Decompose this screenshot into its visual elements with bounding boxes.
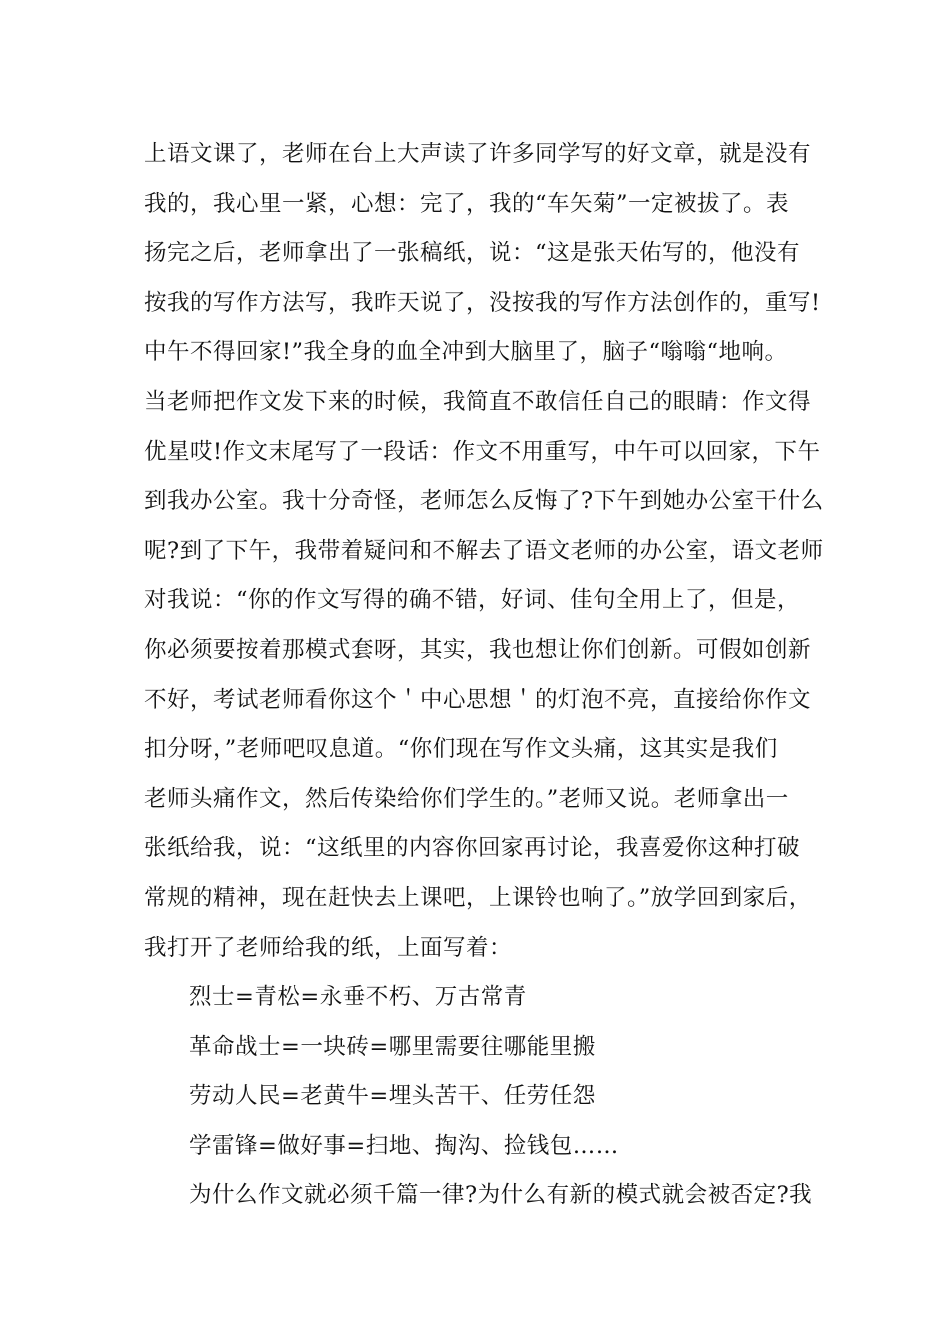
text-line: 不好，考试老师看你这个＇中心思想＇的灯泡不亮，直接给你作文 bbox=[144, 686, 812, 713]
text-line: 对我说：“你的作文写得的确不错，好词、佳句全用上了，但是， bbox=[144, 587, 801, 614]
text-line: 扬完之后，老师拿出了一张稿纸，说：“这是张天佑写的，他没有 bbox=[144, 240, 801, 267]
body-text bbox=[144, 130, 834, 1221]
text-line: 到我办公室。我十分奇怪，老师怎么反悔了?下午到她办公室干什么 bbox=[144, 488, 824, 515]
text-line: 扣分呀，”老师吧叹息道。“你们现在写作文头痛，这其实是我们 bbox=[144, 736, 778, 763]
indented-text-line: 革命战士=一块砖=哪里需要往哪能里搬 bbox=[189, 1033, 596, 1060]
indented-text-line: 学雷锋=做好事=扫地、掏沟、捡钱包…… bbox=[189, 1132, 619, 1159]
text-line: 你必须要按着那模式套呀，其实，我也想让你们创新。可假如创新 bbox=[144, 636, 812, 663]
indented-text-line: 烈士=青松=永垂不朽、万古常青 bbox=[189, 984, 527, 1011]
text-line: 优星哎!作文末尾写了一段话：作文不用重写，中午可以回家，下午 bbox=[144, 438, 821, 465]
text-line: 我打开了老师给我的纸，上面写着： bbox=[144, 934, 513, 961]
text-line: 常规的精神，现在赶快去上课吧，上课铃也响了。”放学回到家后， bbox=[144, 884, 812, 911]
text-line: 上语文课了，老师在台上大声读了许多同学写的好文章，就是没有 bbox=[144, 141, 812, 167]
text-line: 张纸给我，说：“这纸里的内容你回家再讨论，我喜爱你这种打破 bbox=[144, 835, 801, 862]
text-line: 按我的写作方法写，我昨天说了，没按我的写作方法创作的，重写! bbox=[144, 289, 821, 316]
indented-text-line: 为什么作文就必须千篇一律?为什么有新的模式就会被否定?我 bbox=[189, 1182, 813, 1209]
indented-text-line: 劳动人民=老黄牛=埋头苦干、任劳任怨 bbox=[189, 1083, 596, 1110]
text-line: 当老师把作文发下来的时候，我简直不敢信任自己的眼睛：作文得 bbox=[144, 388, 812, 415]
text-line: 呢?到了下午，我带着疑问和不解去了语文老师的办公室，语文老师 bbox=[144, 537, 824, 564]
text-line: 中午不得回家!”我全身的血全冲到大脑里了，脑子“嗡嗡“地响。 bbox=[144, 339, 788, 366]
text-line: 我的，我心里一紧，心想：完了，我的“车矢菊”一定被拔了。表 bbox=[144, 190, 790, 217]
text-line: 老师头痛作文，然后传染给你们学生的。”老师又说。老师拿出一 bbox=[144, 785, 789, 812]
